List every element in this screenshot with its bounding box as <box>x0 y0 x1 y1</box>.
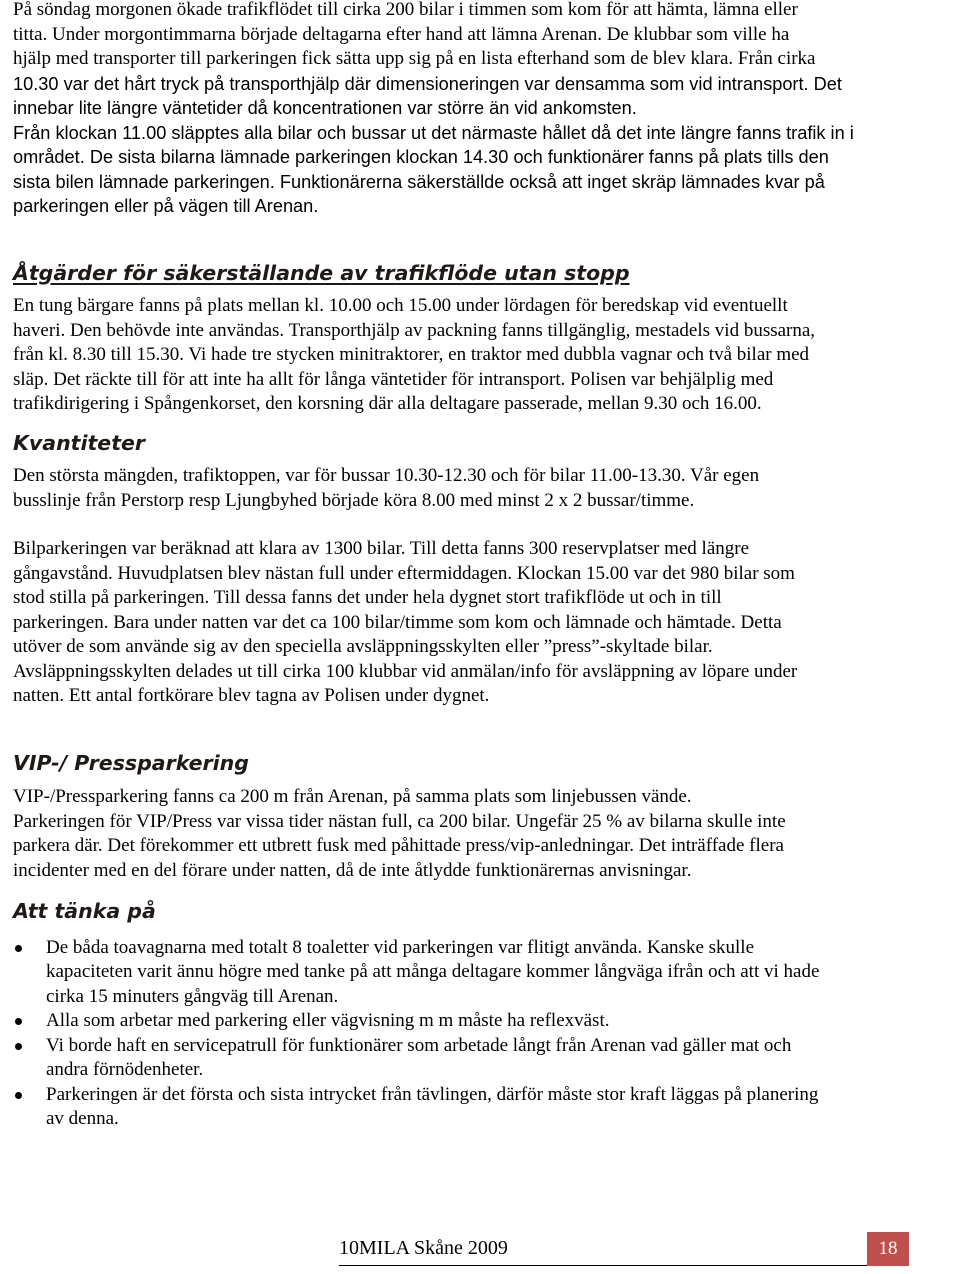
text-line: cirka 15 minuters gångväg till Arenan. <box>46 985 339 1007</box>
section-heading-vip-press: VIP-/ Pressparkering <box>13 750 249 775</box>
footer-title: 10MILA Skåne 2009 <box>339 1237 508 1259</box>
text-line: från kl. 8.30 till 15.30. Vi hade tre stycken minitraktorer, en traktor med dubbla vagnar och två bilar med <box>13 344 810 365</box>
list-item <box>13 1009 949 1034</box>
intro-paragraph <box>13 0 949 219</box>
text-line: haveri. Den behövde inte användas. Transporthjälp av packning fanns tillgänglig, mestadels vid bussarna, <box>13 319 816 341</box>
text-line: Parkeringen för VIP/Press var vissa tider nästan full, ca 200 bilar. Ungefär 25 % av bilarna skulle inte <box>13 810 786 832</box>
text-line: Den största mängden, trafiktoppen, var för bussar 10.30-12.30 och för bilar 11.00-13.30. Vår egen <box>13 465 760 486</box>
footer-rule <box>339 1265 899 1266</box>
section-atgarder-body <box>13 294 949 417</box>
text-line: parkera där. Det förekommer ett utbrett fusk med påhittade press/vip-anledningar. Det inträffade flera <box>13 835 784 856</box>
list-item <box>13 936 949 1010</box>
text-line: området. De sista bilarna lämnade parkeringen klockan 14.30 och funktionärer fanns på plats tills den <box>13 147 829 167</box>
text-line: parkeringen eller på vägen till Arenan. <box>13 196 319 216</box>
text-line: Avsläppningsskylten delades ut till cirka 100 klubbar vid anmälan/info för avsläppning av löpare under <box>13 660 798 682</box>
text-line: Parkeringen är det första och sista intrycket från tävlingen, därför måste stor kraft läggas på planering <box>46 1083 819 1105</box>
text-line: av denna. <box>46 1108 119 1129</box>
text-line: titta. Under morgontimmarna började deltagarna efter hand att lämna Arenan. De klubbar som ville ha <box>13 23 790 45</box>
text-line: innebar lite längre väntetider då koncentrationen var större än vid ankomsten. <box>13 98 637 118</box>
text-line: parkeringen. Bara under natten var det ca 100 bilar/timme som kom och lämnade och hämtade. Detta <box>13 611 782 633</box>
text-line: kapaciteten varit ännu högre med tanke på att många deltagare kommer långväga ifrån och att vi hade <box>46 961 820 982</box>
page-content <box>13 0 949 1132</box>
section-heading-atgarder: Åtgärder för säkerställande av trafikflöde utan stopp <box>13 260 630 285</box>
section-kvantiteter-body <box>13 464 949 709</box>
text-line: sista bilen lämnade parkeringen. Funktionärerna säkerställde också att inget skräp lämnades kvar på <box>13 171 825 192</box>
text-line: utöver de som använde sig av den speciella avsläppningsskylten eller ”press”-skyltade bilar. <box>13 636 713 657</box>
text-line: VIP-/Pressparkering fanns ca 200 m från Arenan, på samma plats som linjebussen vände. <box>13 786 692 807</box>
page-footer <box>339 1232 899 1266</box>
page-number-badge: 18 <box>867 1232 909 1266</box>
text-line: Bilparkeringen var beräknad att klara av 1300 bilar. Till detta fanns 300 reservplatser med längre <box>13 538 750 559</box>
text-line: andra förnödenheter. <box>46 1059 204 1080</box>
text-line: En tung bärgare fanns på plats mellan kl. 10.00 och 15.00 under lördagen för beredskap vid eventuellt <box>13 295 788 316</box>
text-line: De båda toavagnarna med totalt 8 toaletter vid parkeringen var flitigt använda. Kanske skulle <box>46 936 755 958</box>
text-line: gångavstånd. Huvudplatsen blev nästan full under eftermiddagen. Klockan 15.00 var det 980 bilar som <box>13 562 795 584</box>
text-line: Vi borde haft en servicepatrull för funktionärer som arbetade långt från Arenan vad gäller mat och <box>46 1034 792 1056</box>
text-line: släp. Det räckte till för att inte ha allt för långa väntetider för intransport. Polisen var behjälplig med <box>13 368 774 390</box>
bullet-icon <box>15 1043 22 1050</box>
bullet-icon <box>15 1092 22 1099</box>
text-line: trafikdirigering i Spångenkorset, den korsning där alla deltagare passerade, mellan 9.30 och 16.00. <box>13 393 762 414</box>
paragraph-gap <box>13 513 949 537</box>
section-vip-press-body <box>13 785 949 883</box>
section-heading-kvantiteter: Kvantiteter <box>13 430 146 455</box>
text-line: På söndag morgonen ökade trafikflödet till cirka 200 bilar i timmen som kom för att hämta, lämna eller <box>13 0 798 20</box>
section-heading-att-tanka-pa: Att tänka på <box>13 899 156 923</box>
text-line: natten. Ett antal fortkörare blev tagna av Polisen under dygnet. <box>13 685 490 706</box>
text-line: Från klockan 11.00 släpptes alla bilar och bussar ut det närmaste hållet då det inte längre fanns trafik in i <box>13 122 854 143</box>
bullet-list <box>13 936 949 1132</box>
bullet-icon <box>15 1018 22 1025</box>
list-item <box>13 1083 949 1132</box>
text-line: hjälp med transporter till parkeringen fick sätta upp sig på en lista efterhand som de blev klara. Från cirka <box>13 48 816 69</box>
text-line: busslinje från Perstorp resp Ljungbyhed började köra 8.00 med minst 2 x 2 bussar/timme. <box>13 489 695 511</box>
text-line: incidenter med en del förare under natten, då de inte åtlydde funktionärernas anvisningar. <box>13 859 692 881</box>
text-line: Alla som arbetar med parkering eller vägvisning m m måste ha reflexväst. <box>46 1010 610 1031</box>
list-item <box>13 1034 949 1083</box>
text-line: stod stilla på parkeringen. Till dessa fanns det under hela dygnet stort trafikflöde ut och in till <box>13 587 722 608</box>
bullet-icon <box>15 945 22 952</box>
text-line: 10.30 var det hårt tryck på transporthjälp där dimensioneringen var densamma som vid intransport. Det <box>13 73 842 94</box>
